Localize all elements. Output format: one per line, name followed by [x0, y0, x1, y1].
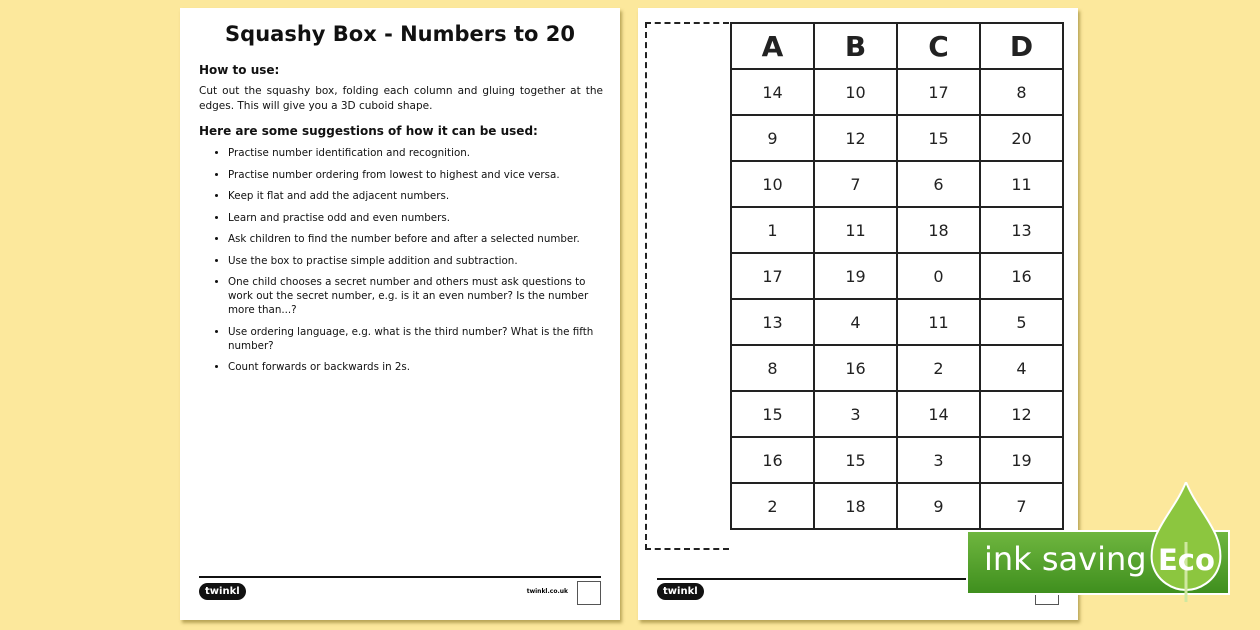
grid-cell: 2 — [897, 345, 980, 391]
grid-cell: 0 — [897, 253, 980, 299]
grid-cell: 16 — [731, 437, 814, 483]
grid-cell: 3 — [897, 437, 980, 483]
footer-url: twinkl.co.uk — [526, 588, 568, 595]
suggestions-list — [208, 146, 608, 382]
how-to-use-text: Cut out the squashy box, folding each column and gluing together at the edges. This will give you a 3D cuboid shape. — [199, 85, 603, 112]
grid-cell: 19 — [814, 253, 897, 299]
suggestion-item: • Count forwards or backwards in 2s. — [228, 360, 608, 374]
column-header: A — [731, 23, 814, 69]
squashy-box-page — [638, 8, 1078, 620]
grid-cell: 14 — [897, 391, 980, 437]
number-grid — [730, 22, 1064, 530]
grid-cell: 8 — [731, 345, 814, 391]
suggestion-item: • One child chooses a secret number and others must ask questions to work out the secret number, e.g. is it an even number? Is the number more than...? — [228, 275, 608, 317]
how-to-use-heading: How to use: — [199, 63, 280, 77]
grid-cell: 14 — [731, 69, 814, 115]
grid-cell: 17 — [731, 253, 814, 299]
grid-cell: 17 — [897, 69, 980, 115]
grid-cell: 11 — [980, 161, 1063, 207]
grid-cell: 15 — [814, 437, 897, 483]
grid-cell: 4 — [814, 299, 897, 345]
grid-row — [731, 483, 1063, 529]
grid-cell: 7 — [814, 161, 897, 207]
grid-cell: 9 — [897, 483, 980, 529]
grid-cell: 20 — [980, 115, 1063, 161]
grid-cell: 1 — [731, 207, 814, 253]
suggestion-item: • Use the box to practise simple addition and subtraction. — [228, 254, 608, 268]
twinkl-logo: twinkl — [199, 583, 246, 600]
eco-leaf-icon — [1148, 482, 1224, 602]
grid-cell: 11 — [897, 299, 980, 345]
column-header: B — [814, 23, 897, 69]
quality-badge-icon — [577, 581, 601, 605]
suggestions-heading: Here are some suggestions of how it can be used: — [199, 124, 538, 138]
grid-row — [731, 253, 1063, 299]
grid-cell: 5 — [980, 299, 1063, 345]
instructions-page — [180, 8, 620, 620]
grid-cell: 9 — [731, 115, 814, 161]
grid-row — [731, 437, 1063, 483]
grid-row — [731, 345, 1063, 391]
grid-cell: 16 — [980, 253, 1063, 299]
grid-row — [731, 391, 1063, 437]
grid-cell: 10 — [731, 161, 814, 207]
footer-divider — [199, 576, 601, 578]
eco-badge-label: Eco — [1158, 543, 1215, 577]
grid-cell: 6 — [897, 161, 980, 207]
column-header: C — [897, 23, 980, 69]
suggestion-item: • Keep it flat and add the adjacent numbers. — [228, 189, 608, 203]
page-title: Squashy Box - Numbers to 20 — [225, 22, 575, 46]
grid-row — [731, 161, 1063, 207]
twinkl-logo: twinkl — [657, 583, 704, 600]
grid-cell: 2 — [731, 483, 814, 529]
grid-cell: 18 — [897, 207, 980, 253]
column-header: D — [980, 23, 1063, 69]
suggestion-item: • Use ordering language, e.g. what is the third number? What is the fifth number? — [228, 325, 608, 353]
grid-cell: 16 — [814, 345, 897, 391]
suggestion-item: • Practise number identification and recognition. — [228, 146, 608, 160]
grid-cell: 8 — [980, 69, 1063, 115]
grid-cell: 10 — [814, 69, 897, 115]
grid-row — [731, 115, 1063, 161]
grid-cell: 19 — [980, 437, 1063, 483]
suggestion-item: • Learn and practise odd and even numbers. — [228, 211, 608, 225]
grid-cell: 7 — [980, 483, 1063, 529]
glue-tab-cutline — [645, 22, 729, 550]
suggestion-item: • Ask children to find the number before and after a selected number. — [228, 232, 608, 246]
grid-cell: 13 — [980, 207, 1063, 253]
grid-cell: 15 — [897, 115, 980, 161]
ink-saving-label: ink saving — [984, 540, 1147, 578]
grid-cell: 13 — [731, 299, 814, 345]
grid-cell: 4 — [980, 345, 1063, 391]
grid-cell: 15 — [731, 391, 814, 437]
suggestion-item: • Practise number ordering from lowest to highest and vice versa. — [228, 168, 608, 182]
grid-cell: 18 — [814, 483, 897, 529]
grid-row — [731, 299, 1063, 345]
grid-cell: 3 — [814, 391, 897, 437]
grid-cell: 11 — [814, 207, 897, 253]
grid-cell: 12 — [814, 115, 897, 161]
grid-row — [731, 207, 1063, 253]
grid-cell: 12 — [980, 391, 1063, 437]
grid-row — [731, 69, 1063, 115]
